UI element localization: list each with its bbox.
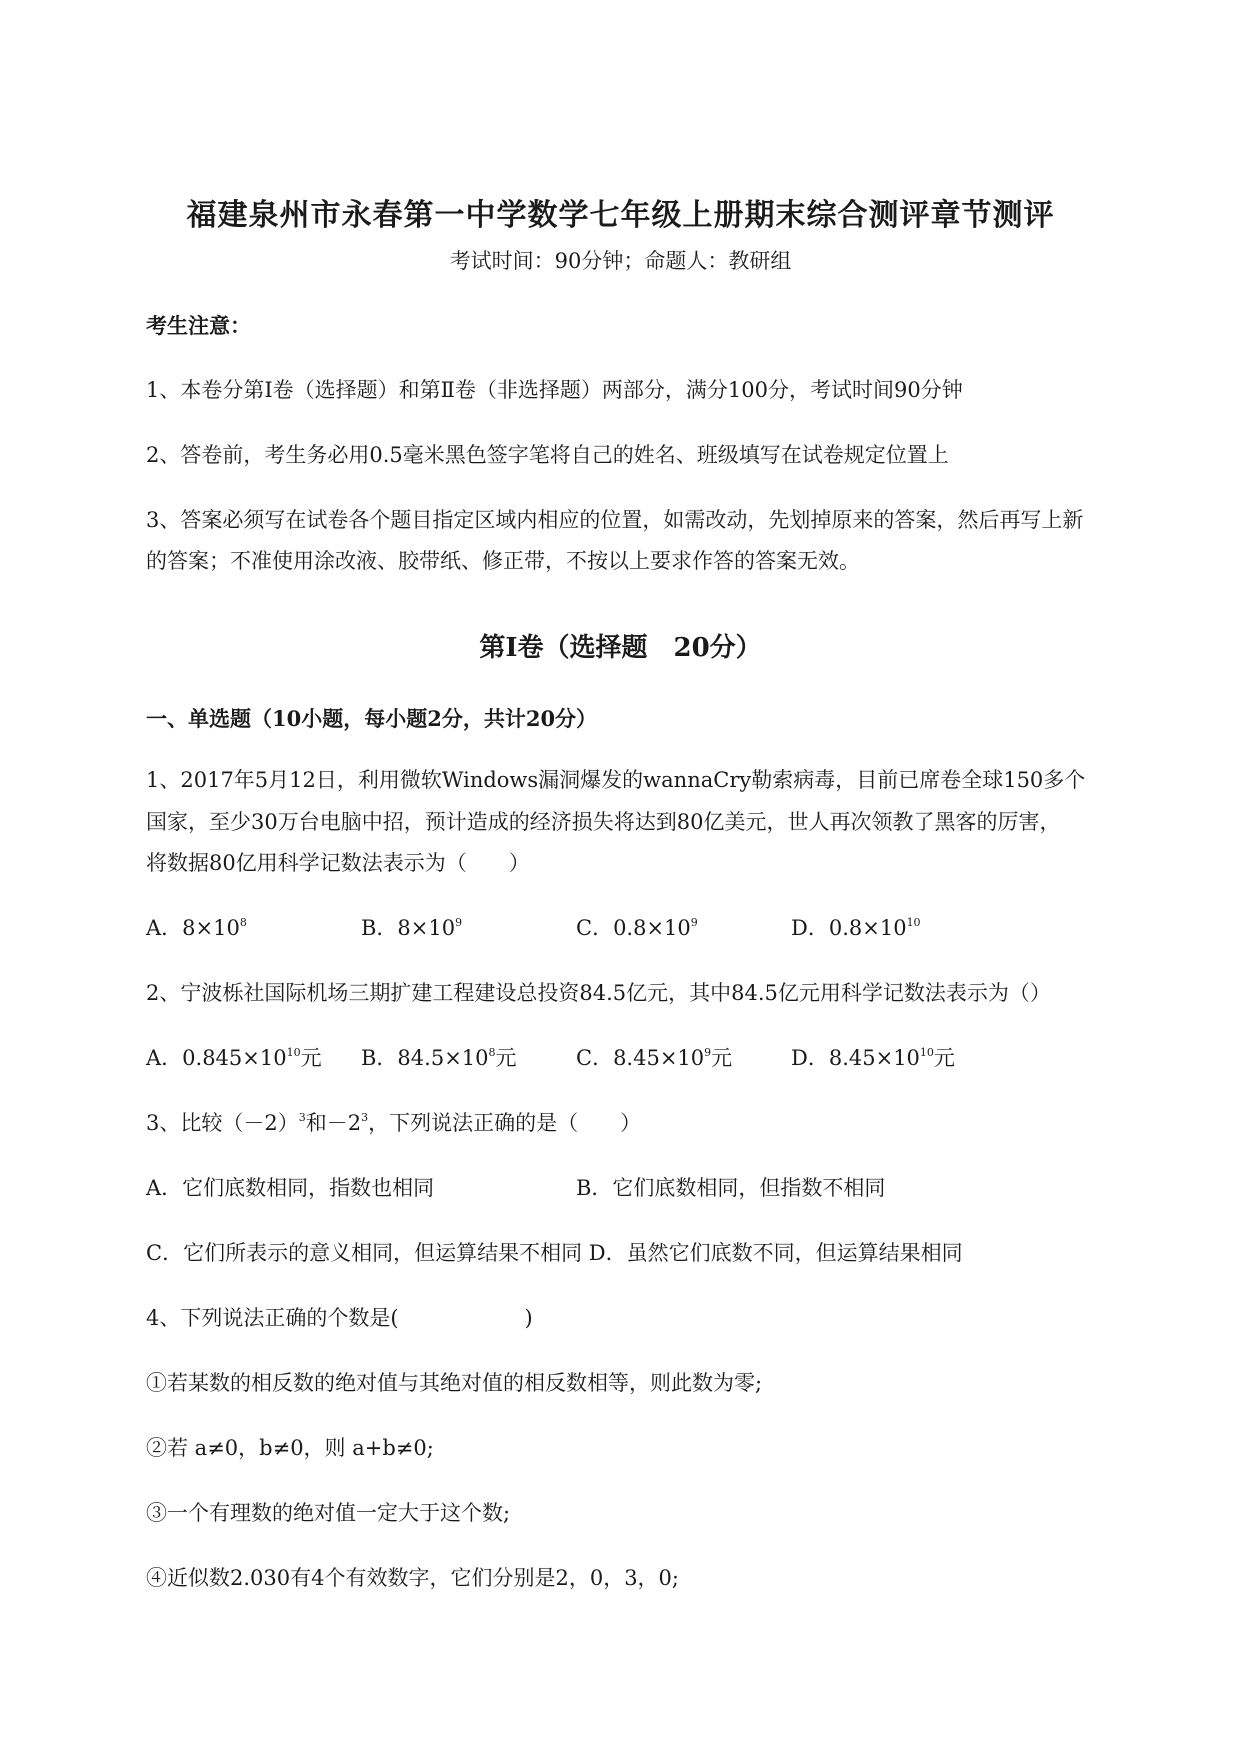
q4-statement-4: ④近似数2.030有4个有效数字，它们分别是2，0，3，0; — [146, 1566, 679, 1590]
q2-option-d: D．$8.45\times 10^{10}$元 — [791, 1046, 955, 1070]
question-2-line: 2、宁波栎社国际机场三期扩建工程建设总投资84.5亿元，其中84.5亿元用科学记数法表示为（） — [146, 981, 1051, 1005]
q1-option-d: D．$0.8\times 10^{10}$ — [791, 916, 921, 940]
q3-option-b: B．它们底数相同，但指数不相同 — [576, 1176, 886, 1200]
q2-option-c: C．$8.45\times 10^9$元 — [576, 1046, 733, 1070]
q4-statement-1: ①若某数的相反数的绝对值与其绝对值的相反数相等，则此数为零; — [146, 1371, 763, 1395]
exam-info: 考试时间：90分钟；命题人：教研组 — [449, 249, 792, 273]
notice-item-3-cont: 的答案；不准使用涂改液、胶带纸、修正带，不按以上要求作答的答案无效。 — [146, 549, 860, 573]
q3-option-c-d: C．它们所表示的意义相同，但运算结果不相同 D．虽然它们底数不同，但运算结果相同 — [146, 1241, 963, 1265]
notice-item-1: 1、本卷分第I卷（选择题）和第Ⅱ卷（非选择题）两部分，满分100分，考试时间90分钟 — [146, 378, 963, 402]
q2-option-b: B．$84.5\times 10^8$元 — [361, 1046, 517, 1070]
question-3-line: 3、比较$(-2)^3$和$-2^3$，下列说法正确的是（ ） — [146, 1111, 642, 1135]
question-1-line-2: 国家，至少30万台电脑中招，预计造成的经济损失将达到80亿美元，世人再次领教了黑客的厉害， — [146, 810, 1061, 834]
question-1-line-1: 1、2017年5月12日，利用微软Windows漏洞爆发的wannaCry勒索病毒，目前已席卷全球150多个 — [146, 768, 1086, 792]
section-title: 第I卷（选择题 20分） — [479, 633, 762, 663]
q4-statement-3: ③一个有理数的绝对值一定大于这个数; — [146, 1501, 511, 1525]
q1-option-a: A．$8\times 10^8$ — [146, 916, 247, 940]
notice-heading: 考生注意： — [146, 313, 251, 338]
notice-item-3: 3、答案必须写在试卷各个题目指定区域内相应的位置，如需改动，先划掉原来的答案，然后再写上新 — [146, 508, 1084, 532]
q1-option-c: C．$0.8\times 10^9$ — [576, 916, 698, 940]
q2-option-a: A．$0.845\times 10^{10}$元 — [146, 1046, 322, 1070]
q3-option-a: A．它们底数相同，指数也相同 — [146, 1176, 435, 1200]
part-heading: 一、单选题（10小题，每小题2分，共计20分） — [146, 706, 598, 731]
question-1-line-3: 将数据80亿用科学记数法表示为（ ） — [146, 851, 530, 875]
q1-option-b: B．$8\times 10^9$ — [361, 916, 463, 940]
q4-statement-2: ②若 a≠0，b≠0，则 a+b≠0; — [146, 1436, 434, 1460]
page-title: 福建泉州市永春第一中学数学七年级上册期末综合测评章节测评 — [186, 198, 1055, 233]
question-4-line: 4、下列说法正确的个数是( ) — [146, 1306, 533, 1330]
notice-item-2: 2、答卷前，考生务必用0.5毫米黑色签字笔将自己的姓名、班级填写在试卷规定位置上 — [146, 443, 949, 467]
